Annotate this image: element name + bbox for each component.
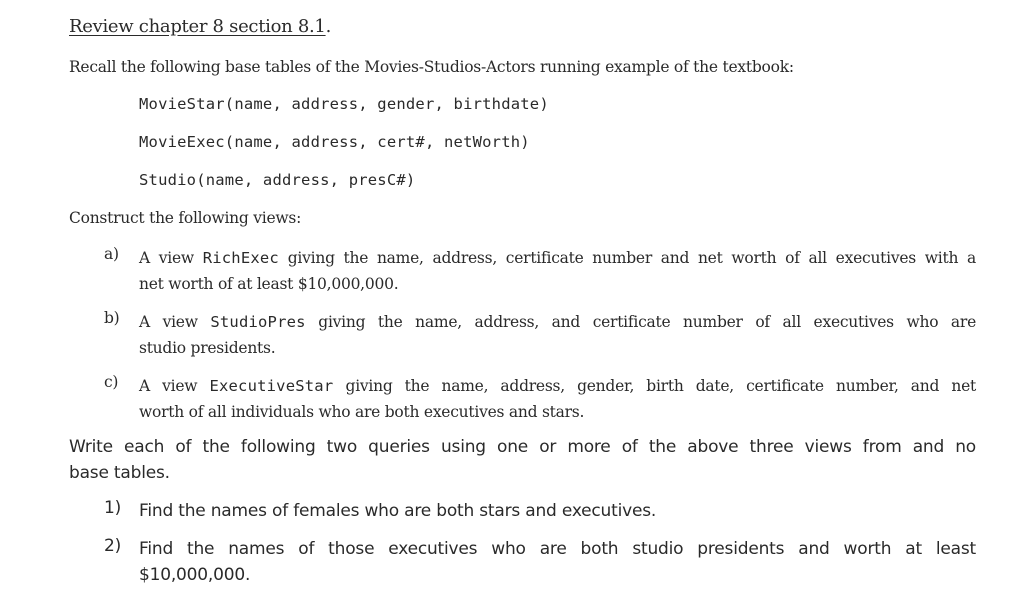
intro-paragraph: Recall the following base tables of the Movies-Studios-Actors running example of the textbook: bbox=[69, 58, 794, 76]
schema-studio: Studio(name, address, presC#) bbox=[139, 171, 416, 189]
section-heading-period: . bbox=[325, 16, 331, 37]
view-item-line: studio presidents. bbox=[139, 339, 276, 357]
view-name-studiopres: StudioPres bbox=[210, 313, 306, 331]
view-prefix: A view bbox=[139, 249, 203, 267]
section-heading bbox=[69, 16, 331, 37]
view-name-executivestar: ExecutiveStar bbox=[209, 377, 334, 395]
view-item-line: net worth of at least $10,000,000. bbox=[139, 275, 399, 293]
view-description: giving the name, address, and certificate number of all executives who are bbox=[305, 313, 976, 331]
view-item-text bbox=[139, 373, 976, 425]
schema-moviestar: MovieStar(name, address, gender, birthdate) bbox=[139, 95, 549, 113]
view-item-line bbox=[139, 373, 976, 399]
instruction-line: base tables. bbox=[69, 463, 170, 483]
view-item-text bbox=[139, 245, 976, 297]
view-item-line bbox=[139, 245, 976, 271]
view-name-richexec: RichExec bbox=[202, 249, 279, 267]
view-item-line bbox=[139, 309, 976, 335]
schema-movieexec: MovieExec(name, address, cert#, netWorth) bbox=[139, 133, 530, 151]
query-item-label: 2) bbox=[104, 536, 122, 556]
query-item-text bbox=[139, 536, 976, 588]
query-line: Find the names of those executives who are both studio presidents and worth at least bbox=[139, 539, 976, 559]
query-item-label: 1) bbox=[104, 498, 122, 518]
query-item-text bbox=[139, 498, 976, 524]
view-prefix: A view bbox=[139, 377, 210, 395]
view-description: giving the name, address, certificate number and net worth of all executives with a bbox=[278, 249, 977, 267]
view-item-label: c) bbox=[104, 373, 119, 391]
instruction-line: Write each of the following two queries using one or more of the above three views from and no bbox=[69, 437, 976, 457]
view-item-label: b) bbox=[104, 309, 120, 327]
section-heading-text: Review chapter 8 section 8.1 bbox=[69, 16, 326, 37]
view-item-label: a) bbox=[104, 245, 119, 263]
view-description: giving the name, address, gender, birth date, certificate number, and net bbox=[333, 377, 977, 395]
view-prefix: A view bbox=[139, 313, 211, 331]
write-queries-instruction bbox=[69, 434, 976, 486]
query-line: Find the names of females who are both stars and executives. bbox=[139, 501, 657, 521]
query-line: $10,000,000. bbox=[139, 565, 251, 585]
view-item-line: worth of all individuals who are both executives and stars. bbox=[139, 403, 585, 421]
view-item-text bbox=[139, 309, 976, 361]
construct-views-label: Construct the following views: bbox=[69, 209, 302, 227]
